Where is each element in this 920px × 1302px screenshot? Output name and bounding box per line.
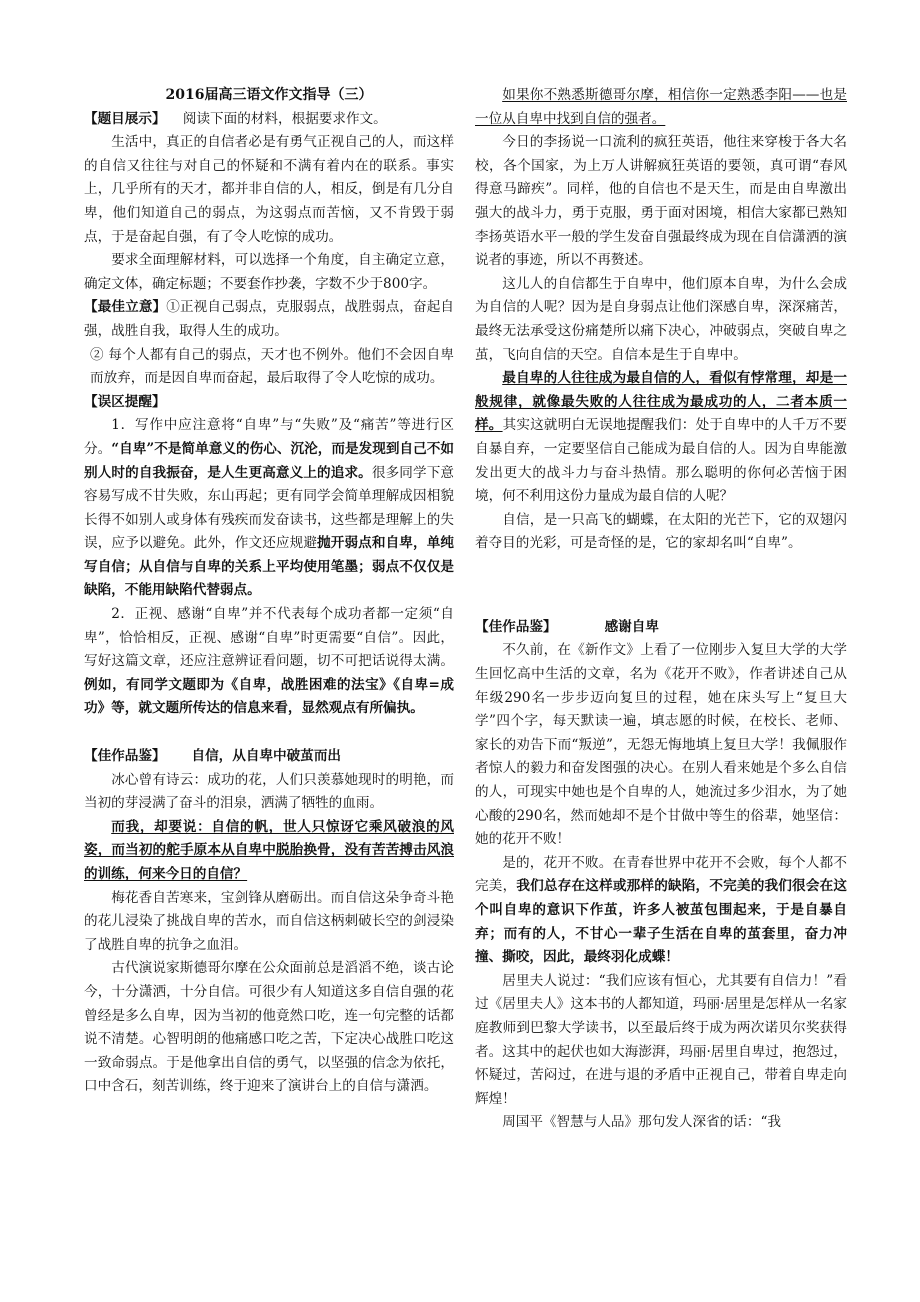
topic-requirement: 要求全面理解材料，可以选择一个角度，自主确定立意，确定文体，确定标题；不要套作抄袭，字数不少于800字。: [84, 252, 454, 292]
mistake-paragraph-1: [84, 414, 454, 603]
best-idea-item-1: ①正视自己弱点，克服弱点，战胜弱点，奋起自强，战胜自我，取得人生的成功。: [84, 299, 455, 339]
essay1-paragraph-8: [475, 367, 847, 509]
topic-label: 【题目展示】: [84, 110, 166, 127]
essay2-paragraph-2: [475, 852, 847, 970]
essay1-p2-underlined: 而我，却要说：自信的帆，世人只惊讶它乘风破浪的风姿，而当初的舵手原本从自卑中脱胎换骨，没有苦苦搏击风浪的训练，何来今日的自信？: [84, 818, 454, 882]
best-idea-label: 【最佳立意】: [84, 299, 167, 316]
essay2-p2-emphasis: 我们总存在这样或那样的缺陷，不完美的我们很会在这个叫自卑的意识下作茧，许多人被茧包围起来，于是自暴自弃；而有的人，不甘心一辈子生活在自卑的茧套里，奋力冲撞、撕咬，因此，最终羽化成蝶！: [475, 878, 848, 966]
essay2-header: [475, 616, 847, 640]
left-column: [84, 84, 454, 1099]
essay1-paragraph-1: 冰心曾有诗云：成功的花，人们只羡慕她现时的明艳，而当初的芽浸满了奋斗的泪泉，洒满了牺牲的血雨。: [84, 771, 454, 812]
mistake-paragraph-2: [84, 603, 454, 721]
mistake-p1-emphasis: “自卑”不是简单意义的伤心、沉沦，而是发现到自己不如别人时的自我振奋，是人生更高意义上的追求。: [84, 440, 455, 481]
essay2-p2-text: 是的，花开不败。在青春世界中花开不会败，每个人都不完美，: [475, 854, 847, 895]
mistake-p1-emphasis-2: 抛开弱点和自卑，单纯写自信；从自信与自卑的关系上平均使用笔墨；弱点不仅仅是缺陷，不能用缺陷代替弱点。: [84, 535, 455, 599]
essay2-title: 感谢自卑: [604, 618, 659, 635]
best-idea-section: [84, 296, 454, 343]
mistake-p2-emphasis: 例如，有同学文题即为《自卑，战胜困难的法宝》《自卑=成功》等，就文题所传达的信息来看，显然观点有所偏执。: [84, 676, 454, 717]
mistake-label: 【误区提醒】: [84, 393, 166, 410]
essay2-paragraph-1: 不久前，在《新作文》上看了一位刚步入复旦大学的大学生回忆高中生活的文章，名为《花开不败》，作者讲述自己从年级290名一步步迈向复旦的过程，她在床头写上“复旦大学”四个字，每天默读一遍，填志愿的时候，在校长、老师、家长的劝告下而“叛逆”，无怨无悔地填上复旦大学！我佩服作者惊人的毅力和奋发图强的决心。在别人看来她是个多么自信的人，可现实中她也是个自卑的人，她流过多少泪水，为了她心酸的290名，然而她却不是个甘做中等生的俗辈，她坚信：她的花开不败！: [475, 642, 847, 848]
document-title: 2016届高三语文作文指导（三）: [165, 87, 373, 103]
mistake-p2-text: 2．正视、感谢“自卑”并不代表每个成功者都一定须“自卑”，恰恰相反，正视、感谢“自卑”时更需要“自信”。因此，写好这篇文章，还应注意辨证看问题，切不可把话说得太满。: [84, 606, 454, 670]
essay1-title: 自信，从自卑中破茧而出: [191, 748, 342, 765]
topic-intro: 阅读下面的材料，根据要求作文。: [182, 110, 387, 127]
essay1-header: [84, 745, 454, 769]
essay1-paragraph-6: 今日的李扬说一口流利的疯狂英语，他往来穿梭于各大名校，各个国家，为上万人讲解疯狂英语的要领，真可谓“春风得意马蹄疾”。同样，他的自信也不是天生，而是由自卑激出强大的战斗力，勇于克服，勇于面对困境，相信大家都已熟知李扬英语水平一般的学生发奋自强最终成为现在自信潇洒的演说者的事迹，所以不再赘述。: [475, 134, 847, 269]
essay1-label: 【佳作品鉴】: [84, 748, 166, 765]
essay1-p5-underlined: 如果你不熟悉斯德哥尔摩，相信你一定熟悉李阳——也是一位从自卑中找到自信的强者。: [475, 87, 847, 127]
essay1-p8-emphasis: 最自卑的人往往成为最自信的人，看似有悖常理，却是一般规律，就像最失败的人往往成为最成功的人，二者本质一样。: [475, 370, 847, 434]
topic-section: [84, 108, 454, 132]
essay1-paragraph-7: 这儿人的自信都生于自卑中，他们原本自卑，为什么会成为自信的人呢？因为是自身弱点让他们深感自卑，深深痛苦，最终无法承受这份痛楚所以痛下决心，冲破弱点，突破自卑之茧，飞向自信的天空。自信本是生于自卑中。: [475, 275, 847, 363]
best-idea-item-2: ② 每个人都有自己的弱点，天才也不例外。他们不会因自卑而放弃，而是因自卑而奋起，最后取得了令人吃惊的成功。: [90, 346, 454, 387]
essay2-paragraph-3: 居里夫人说过：“我们应该有恒心，尤其要有自信力！”看过《居里夫人》这本书的人都知道，玛丽·居里是怎样从一名家庭教师到巴黎大学读书，以至最后终于成为两次诺贝尔奖获得者。这其中的起伏也如大海澎湃，玛丽·居里自卑过，抱怨过，怀疑过，苦闷过，在进与退的矛盾中正视自己，带着自卑走向辉煌！: [475, 972, 847, 1107]
right-column: [475, 84, 847, 1135]
essay1-paragraph-2: [84, 816, 454, 887]
essay1-p8-text: 其实这就明白无误地提醒我们：处于自卑中的人千万不要自暴自弃，一定要坚信自己能成为最自信的人。因为自卑能激发出更大的战斗力与奋斗热情。那么聪明的你何必苦恼于困境，何不利用这份力量成为最自信的人呢？: [475, 417, 848, 505]
essay1-paragraph-9: 自信，是一只高飞的蝴蝶，在太阳的光芒下，它的双翅闪着夺目的光彩，可是奇怪的是，它的家却名叫“自卑”。: [475, 511, 847, 552]
essay2-label: 【佳作品鉴】: [475, 618, 557, 635]
essay2-paragraph-4: 周国平《智慧与人品》那句发人深省的话：“我: [502, 1114, 782, 1131]
essay1-paragraph-5: [475, 84, 847, 131]
mistake-p1-text-a: 1．写作中应注意将“自卑”与“失败”及“痛苦”等进行区分。: [84, 417, 454, 457]
essay1-paragraph-3: 梅花香自苦寒来，宝剑锋从磨砺出。而自信这朵争奇斗艳的花儿浸染了挑战自卑的苦水，而自信这柄刺破长空的剑浸染了战胜自卑的抗争之血泪。: [84, 889, 454, 953]
essay1-paragraph-4: 古代演说家斯德哥尔摩在公众面前总是滔滔不绝，谈古论今，十分潇洒，十分自信。可很少有人知道这多自信自强的花曾经是多么自卑，因为当初的他竟然口吃，连一句完整的话都说不清楚。心智明朗的他痛感口吃之苦，下定决心战胜口吃这一致命弱点。于是他拿出自信的勇气，以坚强的信念为依托，口中含石，刻苦训练，终于迎来了演讲台上的自信与潇洒。: [84, 960, 454, 1095]
mistake-p1-text-c: 很多同学下意容易写成不甘失败，东山再起；更有同学会简单理解成因相貌长得不如别人或身体有残疾而发奋读书，这些都是理解上的失误，应予以避免。此外，作文还应规避: [84, 464, 455, 552]
topic-material: 生活中，真正的自信者必是有勇气正视自己的人，而这样的自信又往往与对自己的怀疑和不满有着内在的联系。事实上，几乎所有的天才，都并非自信的人，相反，倒是有几分自卑，他们知道自己的弱点，为这弱点而苦恼，又不肯毁于弱点，于是奋起自强，有了令人吃惊的成功。: [84, 134, 454, 245]
